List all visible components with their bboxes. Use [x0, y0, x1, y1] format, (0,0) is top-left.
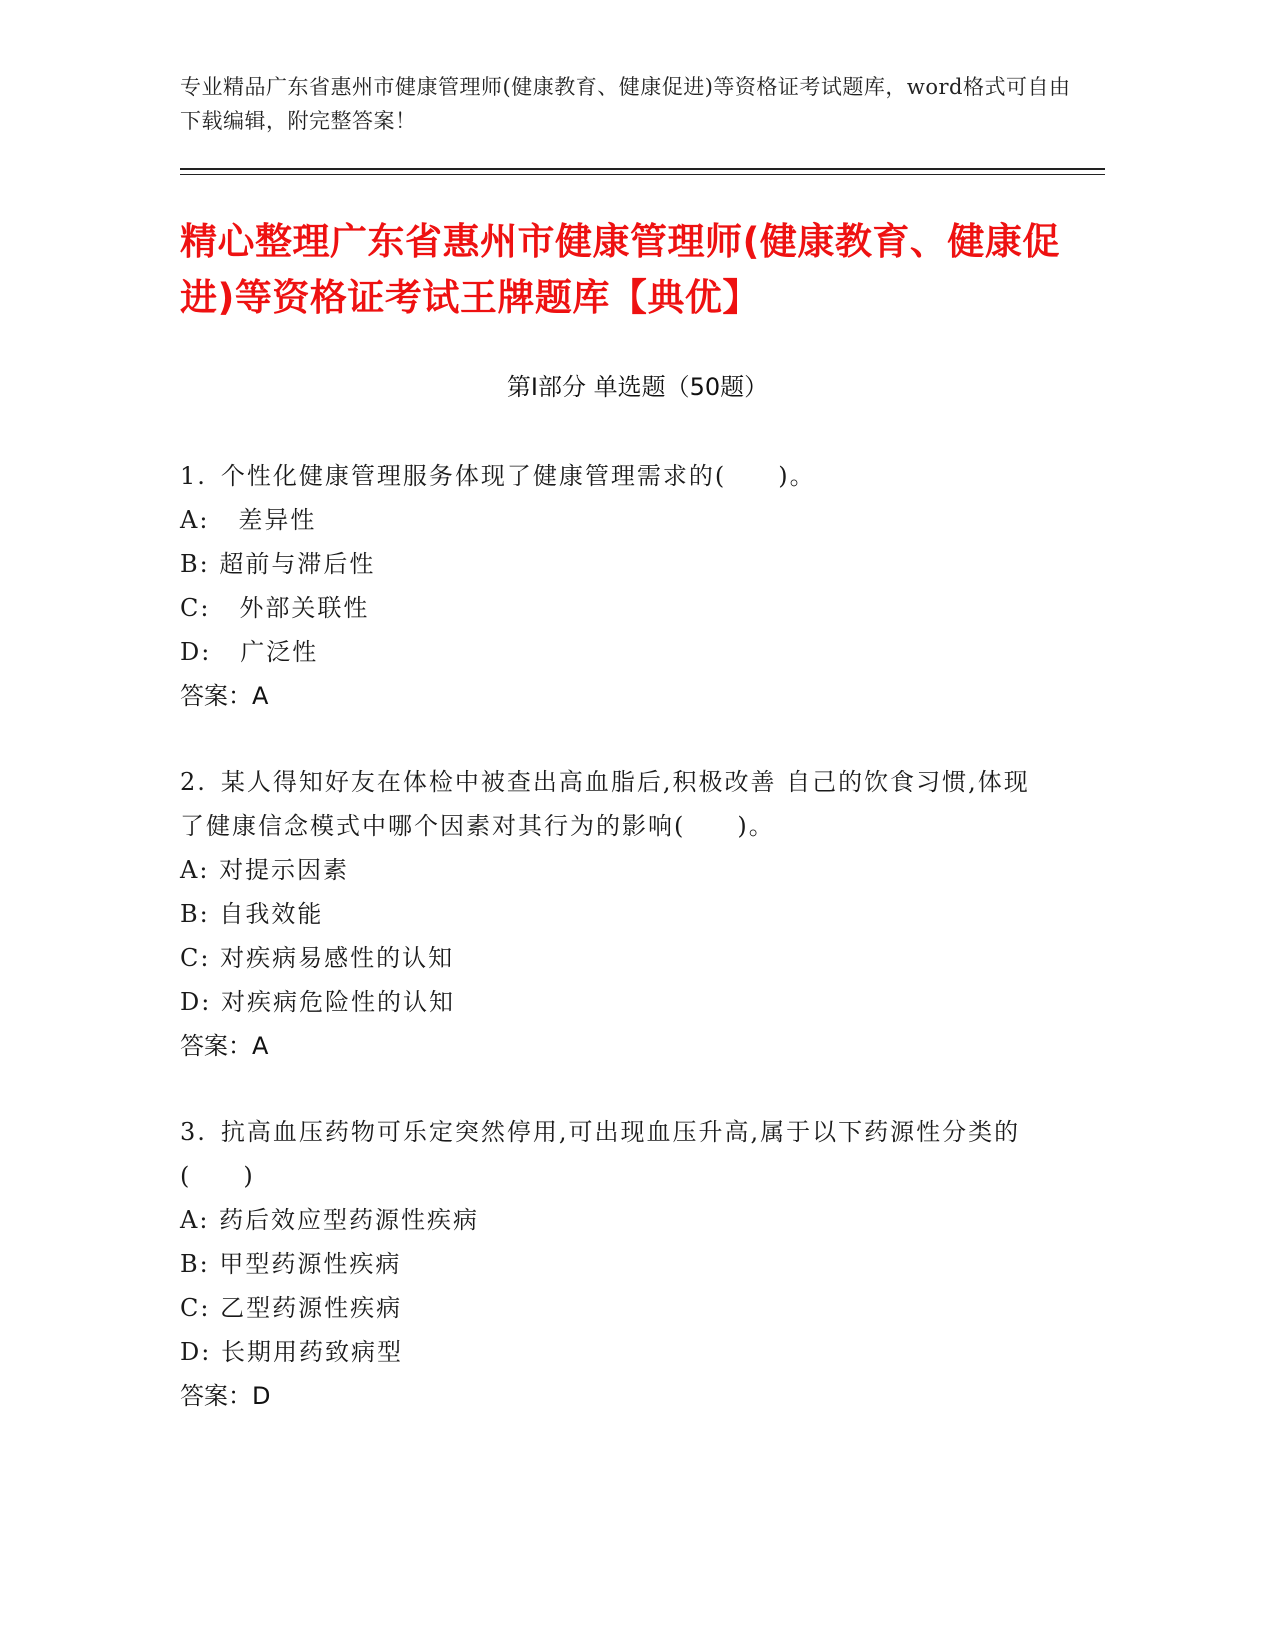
option-label: D: [180, 638, 212, 666]
option-text: 外部关联性 [229, 594, 370, 622]
question-text: 某人得知好友在体检中被查出高血脂后,积极改善 自己的饮食习惯,体现了健康信念模式中哪个因素对其行为的影响( )。 [180, 768, 1030, 840]
answer [180, 674, 1040, 718]
option-text: 长期用药致病型 [220, 1338, 403, 1366]
option-text: 广泛性 [230, 638, 319, 666]
option-b [180, 542, 1040, 586]
header-note: 专业精品广东省惠州市健康管理师(健康教育、健康促进)等资格证考试题库，word格式可自由下载编辑，附完整答案！ [180, 75, 1071, 133]
option-a [180, 498, 1040, 542]
question-3 [180, 1110, 1040, 1418]
option-d [180, 980, 1040, 1024]
option-text: 超前与滞后性 [219, 550, 376, 578]
option-c [180, 1286, 1040, 1330]
option-label: B: [180, 900, 210, 928]
section-title: 第Ⅰ部分 单选题（50题） [506, 373, 769, 401]
question-number: 1. [180, 462, 207, 490]
option-label: C: [180, 1294, 211, 1322]
option-c [180, 936, 1040, 980]
option-label: A: [180, 1206, 210, 1234]
question-stem [180, 1110, 1040, 1198]
question-text: 抗高血压药物可乐定突然停用,可出现血压升高,属于以下药源性分类的( ) [180, 1118, 1021, 1190]
option-d [180, 1330, 1040, 1374]
option-text: 差异性 [228, 506, 317, 534]
question-1 [180, 454, 1040, 718]
option-text: 乙型药源性疾病 [220, 1294, 403, 1322]
answer-label: 答案： [180, 682, 252, 710]
question-stem [180, 454, 1040, 498]
option-b [180, 892, 1040, 936]
document-title: 精心整理广东省惠州市健康管理师(健康教育、健康促进)等资格证考试王牌题库【典优】 [180, 220, 1060, 319]
option-text: 对疾病易感性的认知 [220, 944, 455, 972]
option-label: B: [180, 1250, 210, 1278]
answer-value: A [252, 682, 269, 710]
option-label: C: [180, 944, 211, 972]
answer [180, 1374, 1040, 1418]
option-a [180, 1198, 1040, 1242]
option-c [180, 586, 1040, 630]
option-text: 对疾病危险性的认知 [220, 988, 455, 1016]
answer-value: A [252, 1032, 269, 1060]
question-number: 2. [180, 768, 207, 796]
header-divider-thin [180, 174, 1105, 175]
option-a [180, 848, 1040, 892]
question-stem [180, 760, 1040, 848]
option-text: 甲型药源性疾病 [219, 1250, 402, 1278]
option-label: B: [180, 550, 210, 578]
header-divider-thick [180, 168, 1105, 170]
question-text: 个性化健康管理服务体现了健康管理需求的( )。 [220, 462, 816, 490]
option-b [180, 1242, 1040, 1286]
option-text: 对提示因素 [219, 856, 350, 884]
option-label: C: [180, 594, 211, 622]
option-text: 药后效应型药源性疾病 [219, 1206, 480, 1234]
answer-label: 答案： [180, 1032, 252, 1060]
question-list [180, 454, 1040, 1460]
option-label: A: [180, 506, 210, 534]
option-label: A: [180, 856, 210, 884]
option-d [180, 630, 1040, 674]
option-label: D: [180, 1338, 212, 1366]
option-text: 自我效能 [219, 900, 324, 928]
question-number: 3. [180, 1118, 207, 1146]
answer-value: D [252, 1382, 271, 1410]
question-2 [180, 760, 1040, 1068]
option-label: D: [180, 988, 212, 1016]
answer [180, 1024, 1040, 1068]
answer-label: 答案： [180, 1382, 252, 1410]
